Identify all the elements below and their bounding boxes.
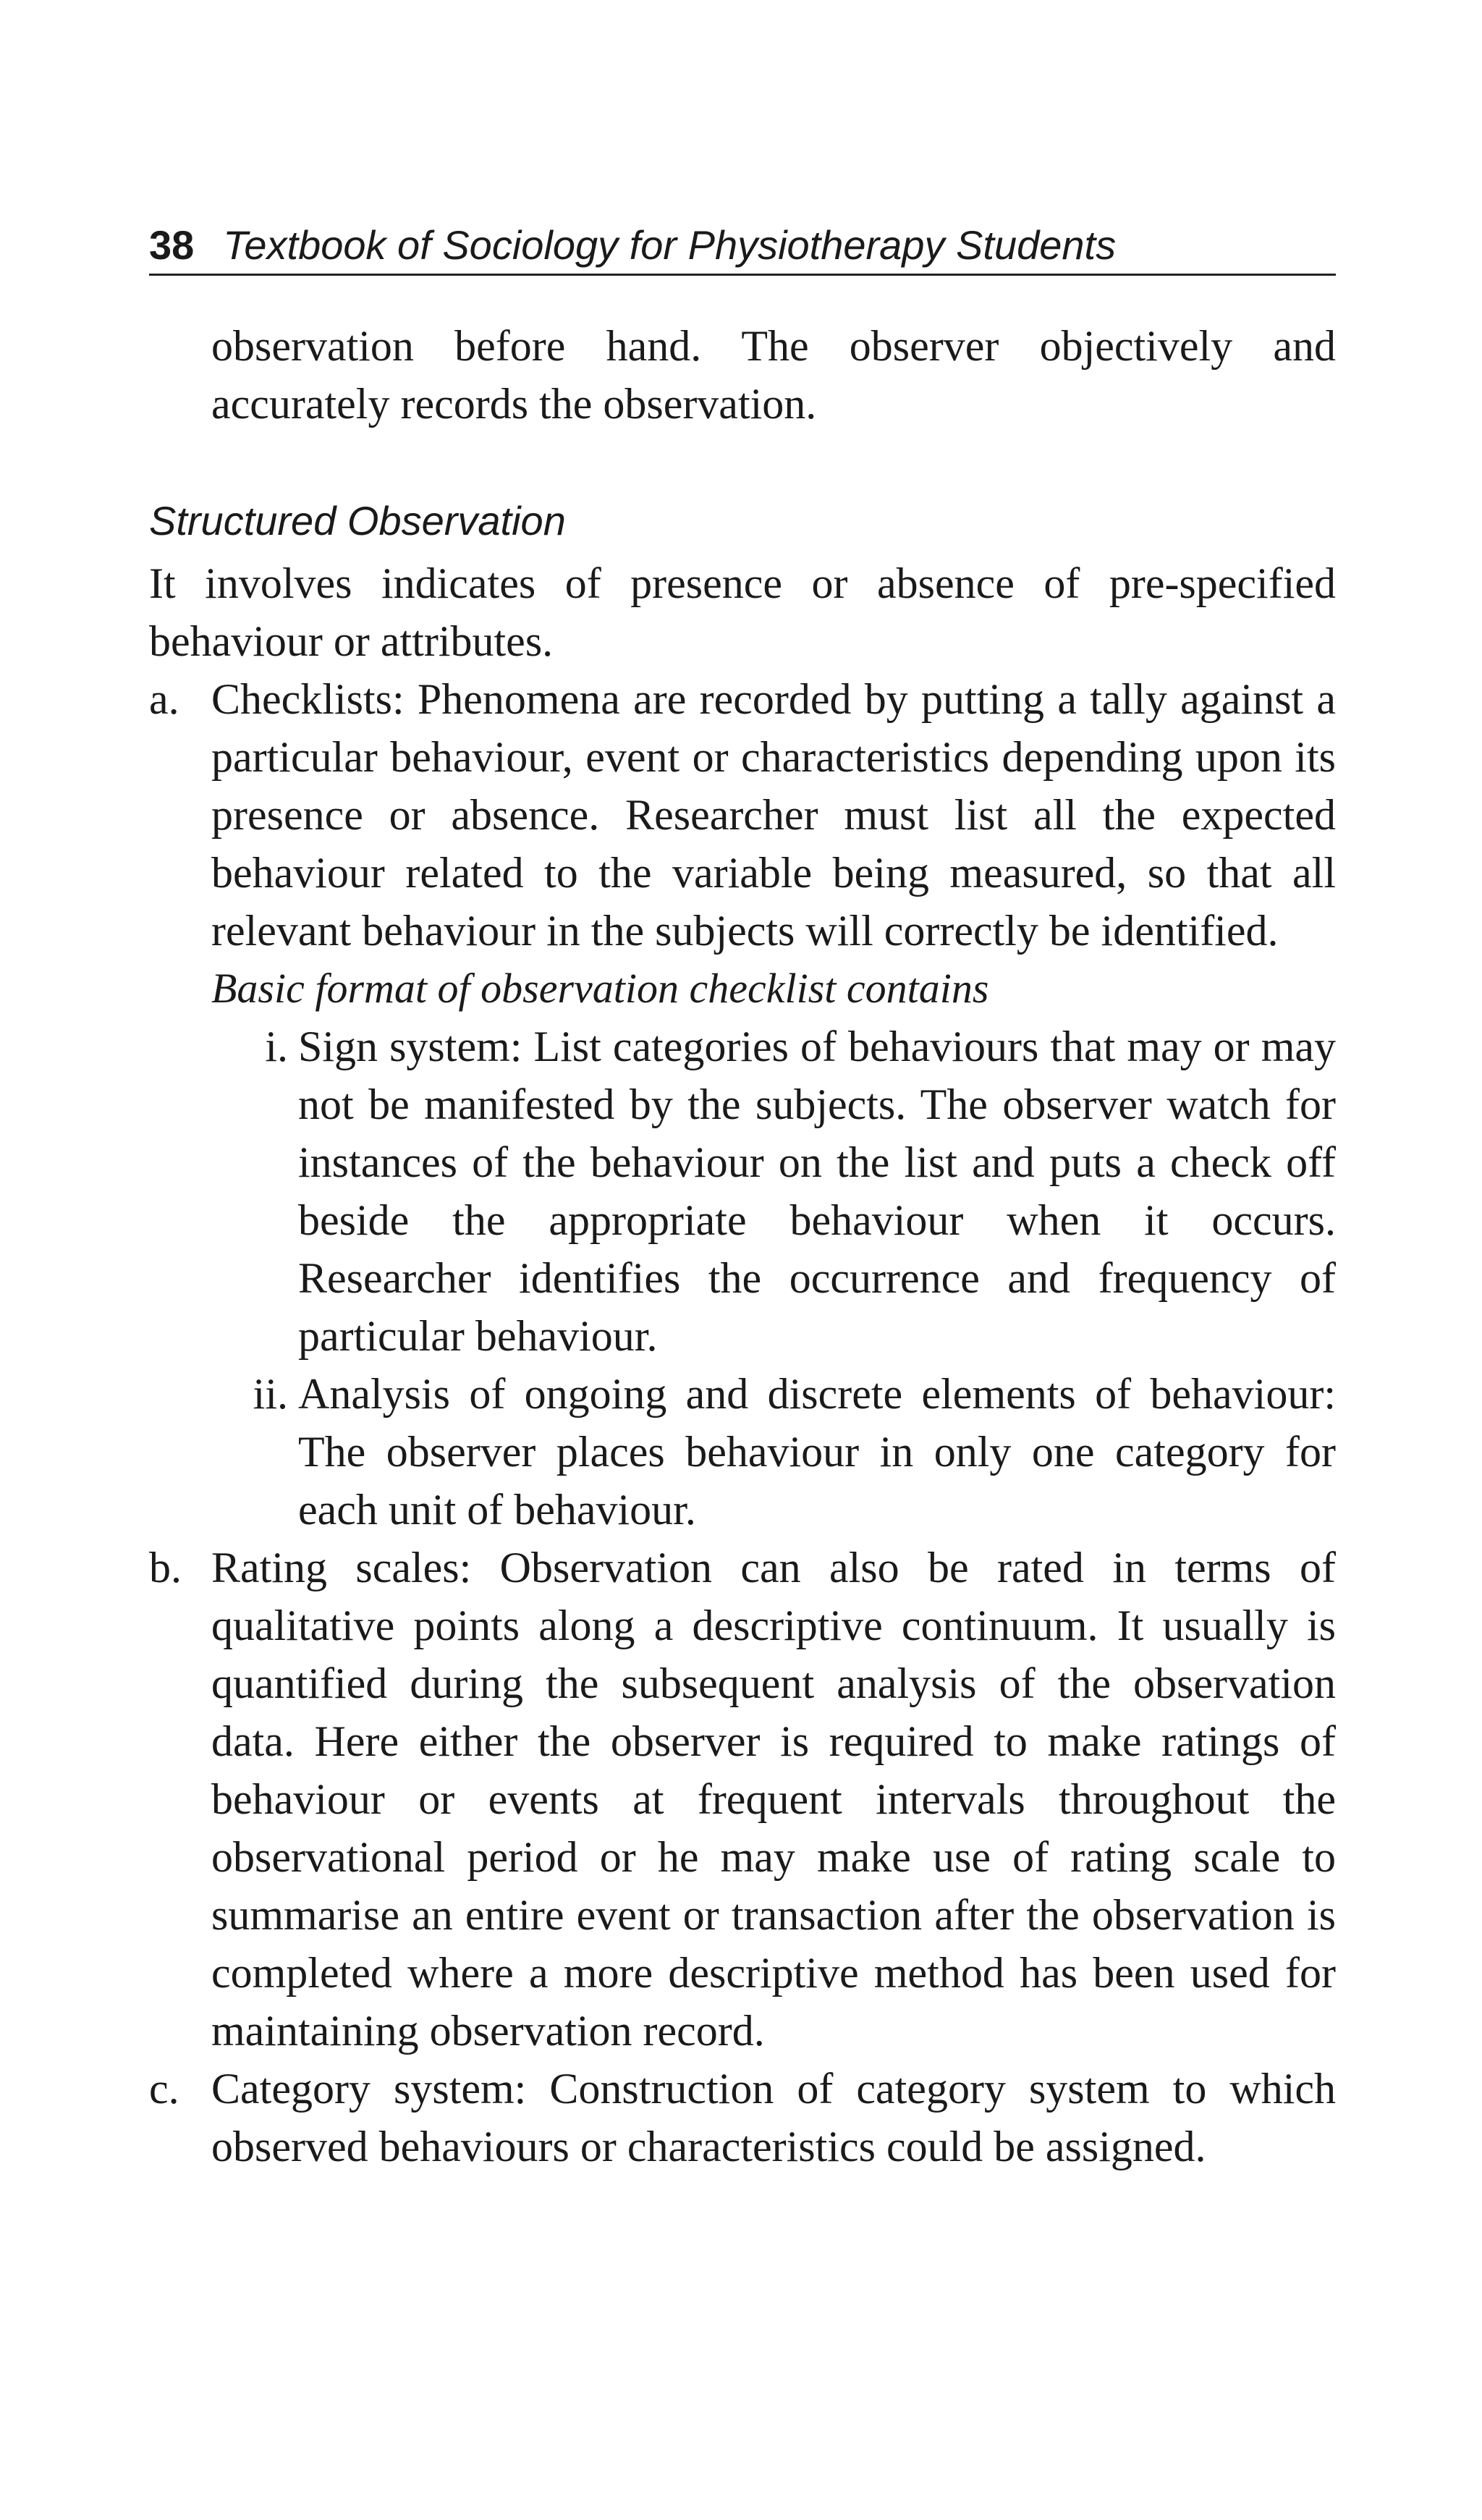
list-item-b <box>149 1539 1336 2060</box>
checklist-format-note: Basic format of observation checklist contains <box>211 965 989 1012</box>
sub-list-item-text: Sign system: List categories of behaviours that may or may not be manifested by the subjects. The observer watch for instances of the behaviour on the list and puts a check off beside the appropriate behaviour when it occurs. Researcher identifies the occurrence and frequency of particular behaviour. <box>298 1023 1336 1360</box>
page-number: 38 <box>149 222 195 268</box>
list-item-c <box>149 2060 1336 2176</box>
running-header <box>149 217 1336 276</box>
list-item-text: Category system: Construction of category system to which observed behaviours or characteristics could be assigned. <box>211 2065 1336 2170</box>
sub-list-marker: ii. <box>253 1370 288 1418</box>
sub-list-item-ii <box>211 1365 1336 1539</box>
intro-paragraph: observation before hand. The observer objectively and accurately records the observation. <box>211 322 1336 428</box>
sub-list-item-i <box>211 1018 1336 1365</box>
list-item-text: Rating scales: Observation can also be rated in terms of qualitative points along a descriptive continuum. It usually is quantified during the subsequent analysis of the observation data. Here either the observer is required to make ratings of behaviour or events at frequent intervals throughout the observational period or he may make use of rating scale to summarise an entire event or transaction after the observation is completed where a more descriptive method has been used for maintaining observation record. <box>211 1544 1336 2055</box>
page-body <box>149 317 1336 2176</box>
list-marker: c. <box>149 2065 179 2113</box>
list-marker: a. <box>149 675 179 723</box>
book-title: Textbook of Sociology for Physiotherapy Students <box>223 222 1117 268</box>
list-marker: b. <box>149 1544 182 1591</box>
list-item-a <box>149 670 1336 960</box>
section-heading: Structured Observation <box>149 498 566 544</box>
list-item-text: Checklists: Phenomena are recorded by putting a tally against a particular behaviour, event or characteristics depending upon its presence or absence. Researcher must list all the expected behaviour related to the variable being measured, so that all relevant behaviour in the subjects will correctly be identified. <box>211 675 1336 955</box>
sub-list-marker: i. <box>265 1023 288 1070</box>
section-lead-paragraph: It involves indicates of presence or absence of pre-specified behaviour or attributes. <box>149 559 1336 665</box>
sub-list-item-text: Analysis of ongoing and discrete elements of behaviour: The observer places behaviour in only one category for each unit of behaviour. <box>298 1370 1336 1534</box>
